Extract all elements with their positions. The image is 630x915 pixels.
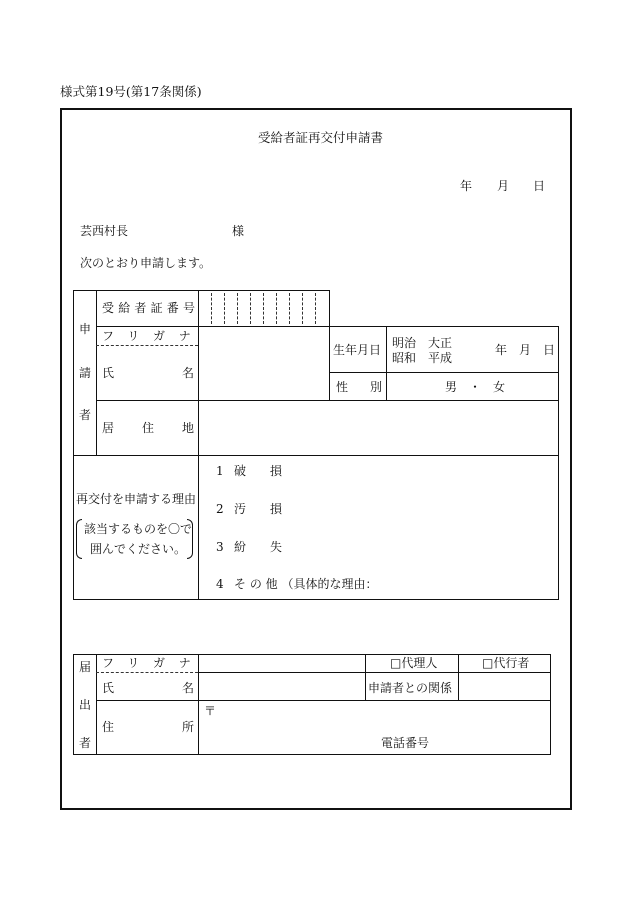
date-year[interactable]: 年	[460, 179, 473, 193]
relationship-label: 申請者との関係	[368, 681, 453, 695]
applicant-label-2: 請	[79, 366, 92, 380]
reason-note-line2: 囲んでください。	[90, 542, 187, 556]
applicant-label-1: 申	[79, 322, 92, 336]
sex-label: 性 別	[336, 380, 382, 394]
submitter-furigana-label: フリガナ	[102, 656, 205, 670]
intro-text: 次のとおり申請します。	[80, 256, 212, 270]
proxy-checkbox[interactable]: □代理人	[390, 656, 438, 670]
addressee-honorific: 様	[232, 224, 245, 238]
date-day[interactable]: 日	[533, 179, 546, 193]
cert-number-label: 受給者証番号	[102, 301, 200, 315]
reason-option-3-num: 3	[216, 540, 224, 554]
birth-ymd: 年 月 日	[495, 343, 556, 357]
reason-option-4[interactable]: そ の 他 （具体的な理由：	[234, 577, 378, 591]
date-month[interactable]: 月	[497, 179, 510, 193]
address-label: 居 住 地	[102, 421, 194, 435]
reason-option-2-num: 2	[216, 502, 224, 516]
reason-option-4-num: 4	[216, 577, 224, 591]
submitter-label-1: 届	[79, 660, 92, 674]
relationship-input[interactable]	[459, 673, 549, 699]
birthdate-label: 生年月日	[333, 343, 382, 357]
agent-checkbox[interactable]: □代行者	[482, 656, 530, 670]
reason-note-line1: 該当するものを〇で	[84, 522, 193, 536]
applicant-name-label: 氏 名	[102, 366, 194, 380]
applicant-name-input[interactable]	[199, 327, 329, 399]
cert-number-input[interactable]	[199, 291, 328, 325]
submitter-label-3: 者	[79, 736, 92, 750]
applicant-label-3: 者	[79, 408, 92, 422]
form-title: 受給者証再交付申請書	[258, 130, 384, 145]
reason-option-3[interactable]: 紛 失	[234, 540, 283, 554]
form-number: 様式第19号(第17条関係)	[60, 84, 202, 99]
sex-options[interactable]: 男 ・ 女	[445, 380, 506, 394]
era-line-2[interactable]: 昭和 平成	[392, 351, 453, 365]
reason-option-2[interactable]: 汚 損	[234, 502, 283, 516]
postal-mark: 〒	[204, 704, 217, 718]
submitter-address-input[interactable]	[199, 701, 549, 753]
submitter-name-input[interactable]	[199, 655, 364, 699]
reason-option-1[interactable]: 破 損	[234, 464, 283, 478]
reason-option-1-num: 1	[216, 464, 224, 478]
addressee-name: 芸西村長	[80, 224, 129, 238]
phone-label: 電話番号	[381, 736, 430, 750]
reason-note-paren-left	[76, 519, 82, 559]
submitter-label-2: 出	[79, 698, 92, 712]
submitter-name-label: 氏 名	[102, 681, 194, 695]
era-line-1[interactable]: 明治 大正	[392, 336, 453, 350]
submitter-address-label: 住 所	[102, 720, 194, 734]
reason-label: 再交付を申請する理由	[76, 492, 197, 506]
applicant-furigana-label: フリガナ	[102, 329, 205, 343]
applicant-address-input[interactable]	[199, 401, 558, 454]
